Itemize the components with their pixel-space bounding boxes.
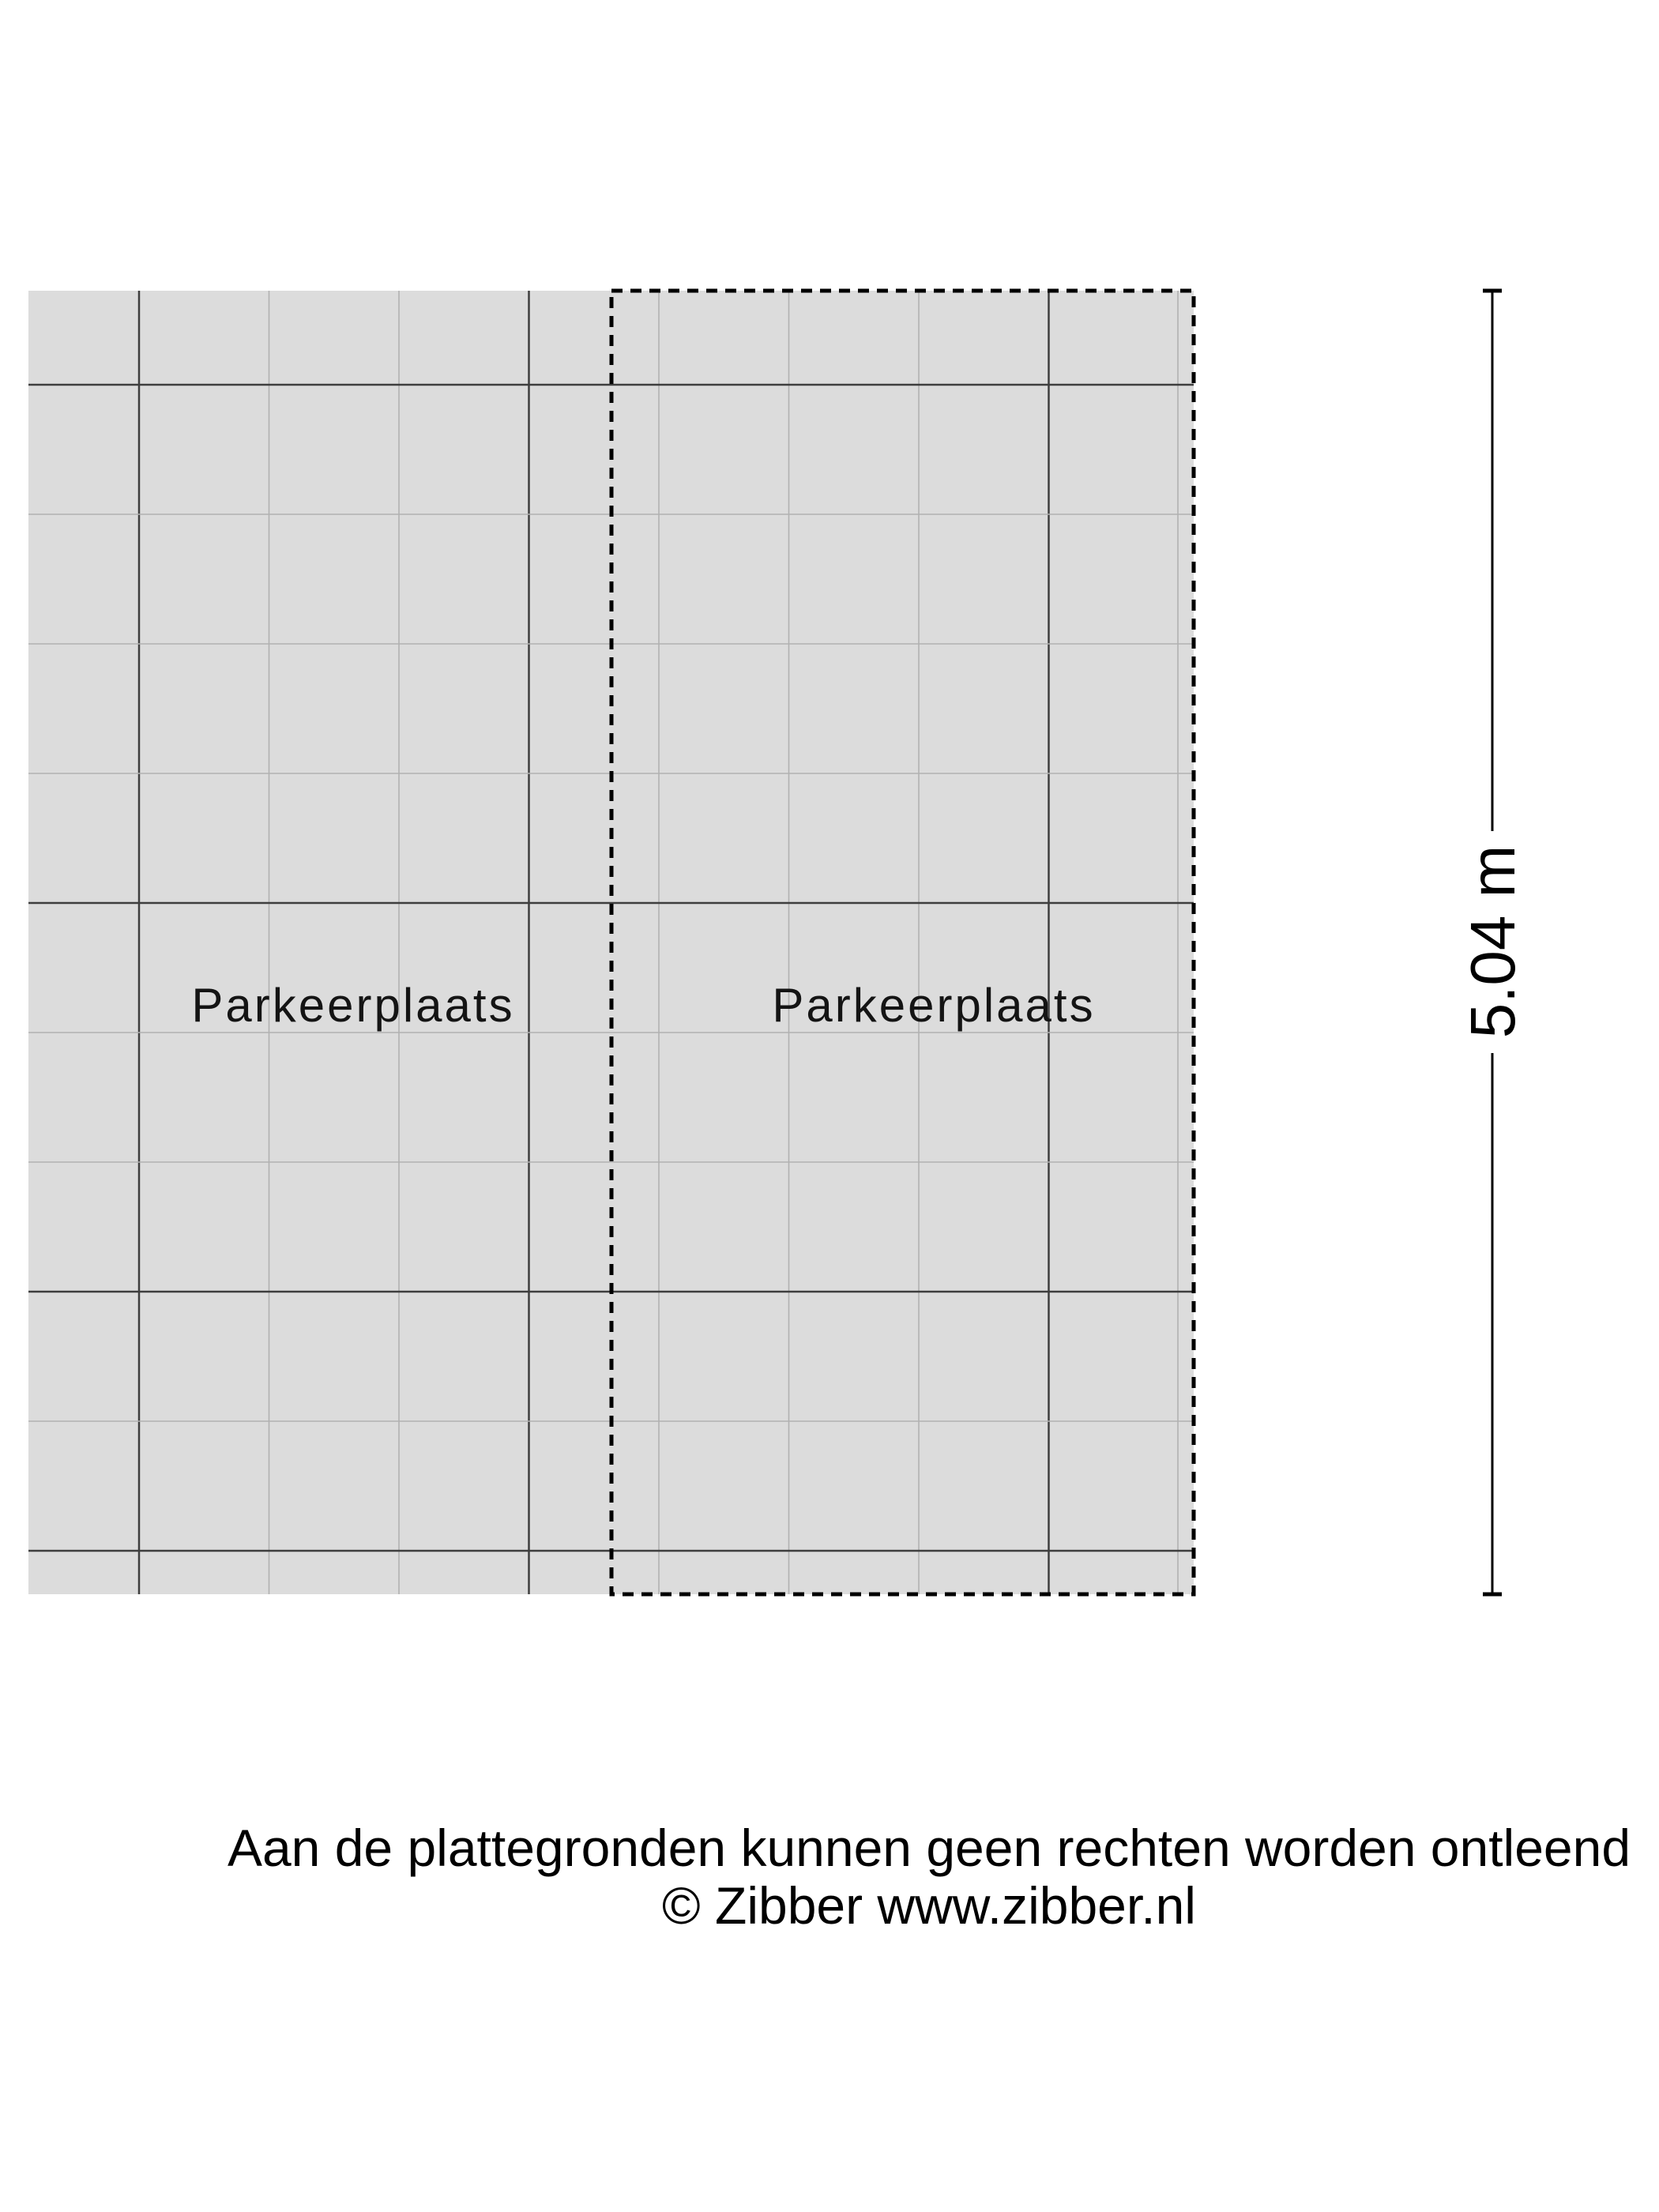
disclaimer-line1: Aan de plattegronden kunnen geen rechten worden ontleend bbox=[227, 1819, 1631, 1877]
dimension-line bbox=[1458, 291, 1528, 1594]
parking-space-label-left: Parkeerplaats bbox=[191, 979, 515, 1032]
disclaimer bbox=[199, 1819, 1659, 1935]
parking-space-label-right: Parkeerplaats bbox=[772, 979, 1096, 1032]
dimension-label: 5.04 m bbox=[1458, 845, 1528, 1039]
disclaimer-line2: © Zibber www.zibber.nl bbox=[662, 1876, 1196, 1935]
